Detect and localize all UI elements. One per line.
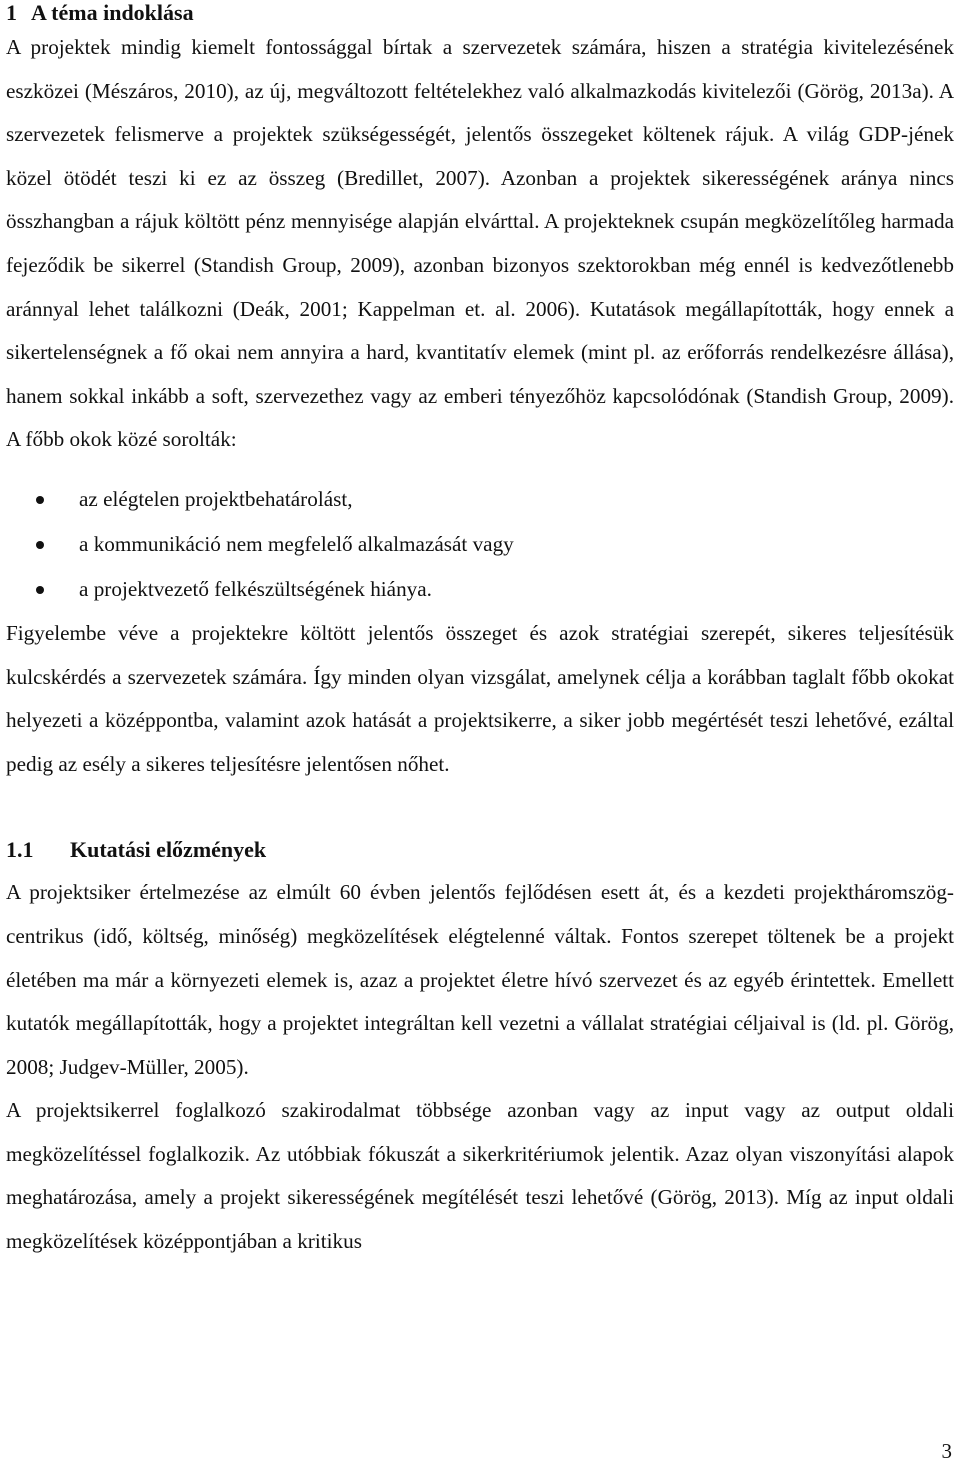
subsection-title: Kutatási előzmények (70, 837, 267, 863)
reasons-list (6, 477, 954, 612)
list-item-text: a kommunikáció nem megfelelő alkalmazását vagy (79, 531, 514, 556)
subsection-heading (6, 828, 954, 871)
intro-paragraph: A projektek mindig kiemelt fontossággal bírtak a szervezetek számára, hiszen a stratégia kivitelezésének eszközei (Mészáros, 2010), az új, megváltozott feltételekhez való alkalmazkodás kivitelezői (Görög, 2013a). A szervezetek felismerve a projektek szükségességét, jelentős összegeket költenek rájuk. A világ GDP-jének közel ötödét teszi ki ez az összeg (Bredillet, 2007). Azonban a projektek sikerességének aránya nincs összhangban a rájuk költött pénz mennyisége alapján elvárttal. A projekteknek csupán megközelítőleg harmada fejeződik be sikerrel (Standish Group, 2009), azonban bizonyos szektorokban még ennél is kedvezőtlenebb aránnyal lehet találkozni (Deák, 2001; Kappelman et. al. 2006). Kutatások megállapították, hogy ennek a sikertelenségnek a fő okai nem annyira a hard, kvantitatív elemek (mint pl. az erőforrás rendelkezésre állása), hanem sokkal inkább a soft, szervezethez vagy az emberi tényezőhöz kapcsolódónak (Standish Group, 2009). A főbb okok közé sorolták: (6, 35, 954, 452)
list-item (6, 522, 954, 567)
bullet-icon (36, 541, 44, 549)
bullet-icon (36, 586, 44, 594)
section-heading (6, 0, 954, 26)
bullet-icon (36, 496, 44, 504)
list-item (6, 567, 954, 612)
section-number: 1 (6, 0, 17, 25)
list-item-text: a projektvezető felkészültségének hiánya. (79, 576, 432, 601)
subsection-number: 1.1 (6, 837, 34, 863)
section-title: A téma indoklása (31, 0, 194, 25)
research-paragraph: A projektsiker értelmezése az elmúlt 60 évben jelentős fejlődésen esett át, és a kezdeti projektháromszög-centrikus (idő, költség, minőség) megközelítések elégtelenné váltak. Fontos szerepet töltenek be a projekt életében ma már a környezeti elemek is, azaz a projektet életre hívó szervezet és az egyéb érintettek. Emellett kutatók megállapították, hogy a projektet integráltan kell vezetni a vállalat stratégiai céljaival is (ld. pl. Görög, 2008; Judgev-Müller, 2005). (6, 880, 954, 1079)
list-item (6, 477, 954, 522)
page-number: 3 (941, 1439, 952, 1463)
consequence-paragraph: Figyelembe véve a projektekre költött jelentős összeget és azok stratégiai szerepét, sikeres teljesítésük kulcskérdés a szervezetek számára. Így minden olyan vizsgálat, amelynek célja a korábban taglalt főbb okokat helyezeti a középpontba, valamint azok hatását a projektsikerre, a siker jobb megértését teszi lehetővé, ezáltal pedig az esély a sikeres teljesítésre jelentősen nőhet. (6, 620, 954, 776)
literature-paragraph: A projektsikerrel foglalkozó szakirodalmat többsége azonban vagy az input vagy az output oldali megközelítéssel foglalkozik. Az utóbbiak fókuszát a sikerkritériumok jelentik. Azaz olyan viszonyítási alapok meghatározása, amely a projekt sikerességének megítélését teszi lehetővé (Görög, 2013). Míg az input oldali megközelítések középpontjában a kritikus (6, 1098, 954, 1254)
list-item-text: az elégtelen projektbehatárolást, (79, 486, 353, 511)
